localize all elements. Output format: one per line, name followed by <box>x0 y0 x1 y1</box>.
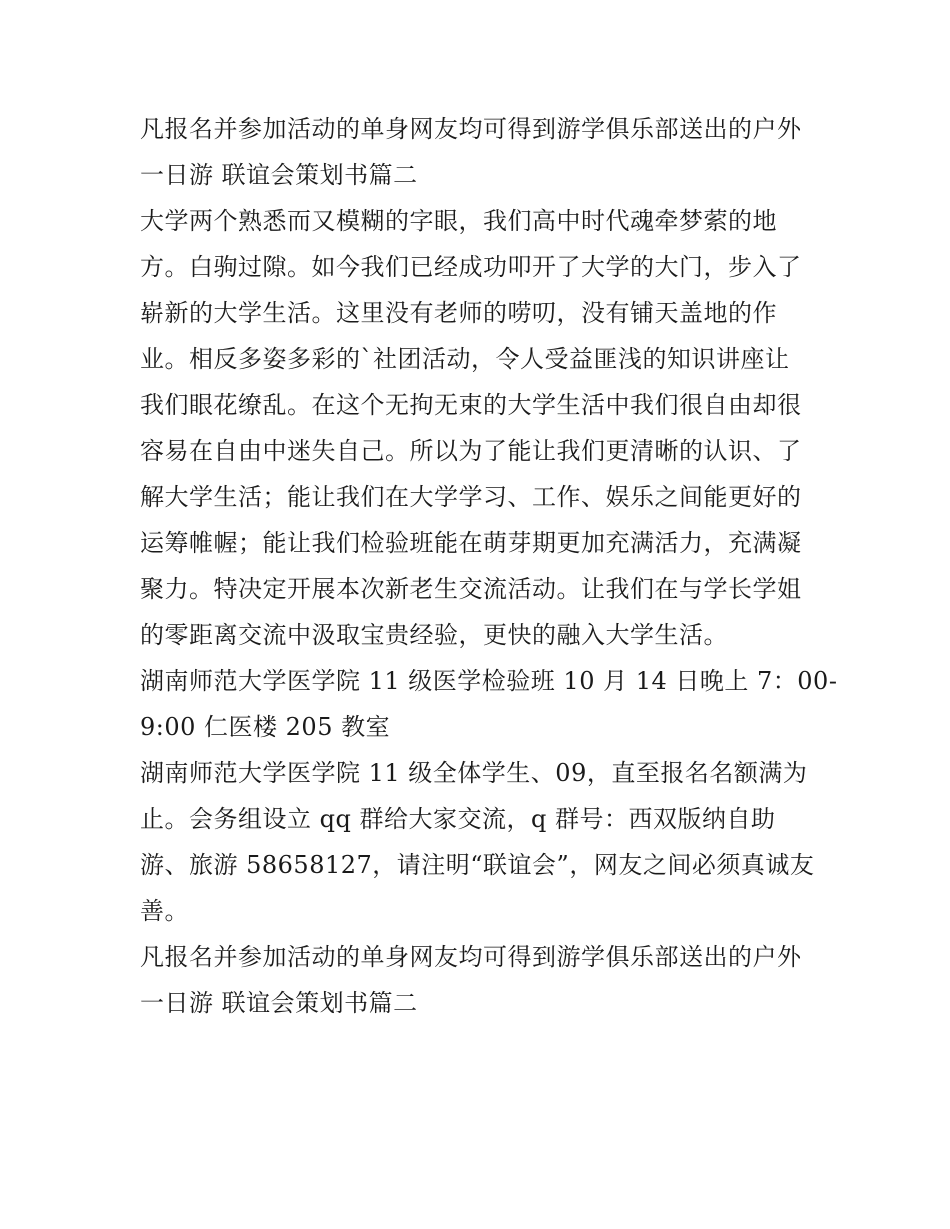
text-line: 方。白驹过隙。如今我们已经成功叩开了大学的大门，步入了 <box>140 253 802 281</box>
text-line: 止。会务组设立 qq 群给大家交流，q 群号：西双版纳自助 <box>140 805 776 833</box>
paragraph-background <box>140 198 820 658</box>
paragraph-participants <box>140 750 820 934</box>
text-line: 运筹帷幄；能让我们检验班能在萌芽期更加充满活力，充满凝 <box>140 529 802 557</box>
text-line: 我们眼花缭乱。在这个无拘无束的大学生活中我们很自由却很 <box>140 391 802 419</box>
text-line: 业。相反多姿多彩的`社团活动，令人受益匪浅的知识讲座让 <box>140 345 790 373</box>
text-line: 的零距离交流中汲取宝贵经验，更快的融入大学生活。 <box>140 621 728 649</box>
paragraph-closing <box>140 934 820 1026</box>
text-line: 9:00 仁医楼 205 教室 <box>140 713 391 741</box>
text-line: 湖南师范大学医学院 11 级全体学生、09，直至报名名额满为 <box>140 759 808 787</box>
text-line: 聚力。特决定开展本次新老生交流活动。让我们在与学长学姐 <box>140 575 802 603</box>
text-line: 一日游 联谊会策划书篇二 <box>140 161 418 189</box>
text-line: 凡报名并参加活动的单身网友均可得到游学俱乐部送出的户外 <box>140 115 802 143</box>
text-line: 善。 <box>140 897 189 925</box>
document-body <box>140 106 838 1026</box>
text-line: 大学两个熟悉而又模糊的字眼，我们高中时代魂牵梦萦的地 <box>140 207 777 235</box>
text-line: 凡报名并参加活动的单身网友均可得到游学俱乐部送出的户外 <box>140 943 802 971</box>
paragraph-time-location <box>140 658 838 750</box>
text-line: 游、旅游 58658127，请注明“联谊会”，网友之间必须真诚友 <box>140 851 815 879</box>
text-line: 一日游 联谊会策划书篇二 <box>140 989 418 1017</box>
text-line: 湖南师范大学医学院 11 级医学检验班 10 月 14 日晚上 7：00- <box>140 667 838 695</box>
text-line: 解大学生活；能让我们在大学学习、工作、娱乐之间能更好的 <box>140 483 802 511</box>
text-line: 容易在自由中迷失自己。所以为了能让我们更清晰的认识、了 <box>140 437 802 465</box>
paragraph-intro <box>140 106 820 198</box>
text-line: 崭新的大学生活。这里没有老师的唠叨，没有铺天盖地的作 <box>140 299 777 327</box>
